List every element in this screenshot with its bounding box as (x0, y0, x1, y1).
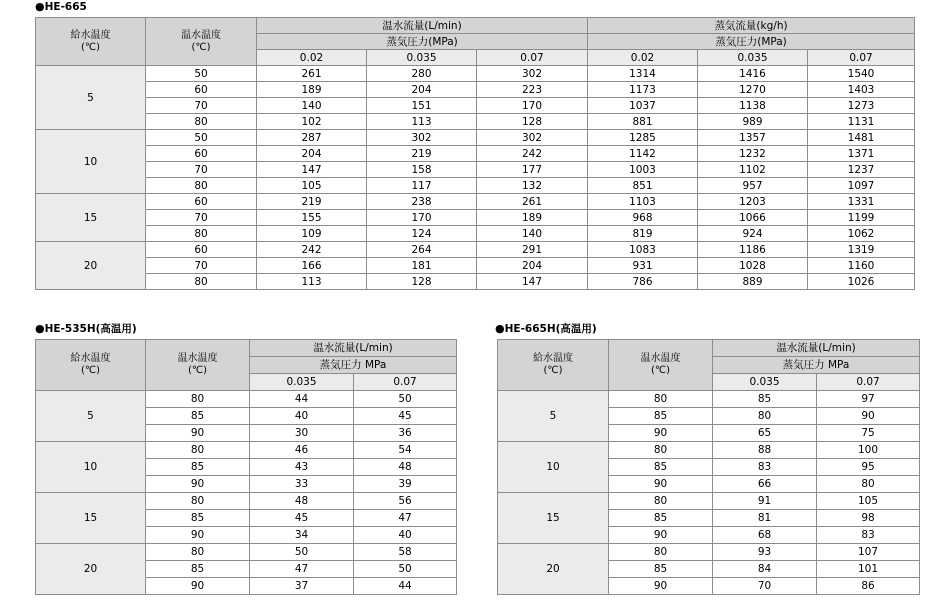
he535h-title-text: HE-535H(高温用) (44, 323, 137, 335)
flow-cell: 242 (257, 242, 367, 258)
he665-pressure-cell: 0.02 (257, 50, 367, 66)
steam-cell: 1357 (698, 130, 808, 146)
feed-temp-cell: 5 (36, 391, 146, 442)
flow-cell: 189 (257, 82, 367, 98)
he535h-pressure-cell: 0.035 (250, 374, 354, 391)
hot-temp-cell: 85 (146, 510, 250, 527)
table-row (36, 98, 915, 114)
flow-cell: 47 (250, 561, 354, 578)
flow-cell: 261 (477, 194, 588, 210)
bullet-icon: ● (35, 322, 45, 335)
he535h-flow-header: 温水流量(L/min) (250, 340, 457, 357)
flow-cell: 219 (257, 194, 367, 210)
hot-temp-cell: 85 (609, 459, 713, 476)
hot-temp-cell: 80 (146, 391, 250, 408)
flow-cell: 113 (367, 114, 477, 130)
steam-cell: 1173 (588, 82, 698, 98)
he665h-pressure-cell: 0.035 (713, 374, 817, 391)
flow-cell: 34 (250, 527, 354, 544)
steam-cell: 1138 (698, 98, 808, 114)
he665h-title-text: HE-665H(高温用) (504, 323, 597, 335)
steam-cell: 924 (698, 226, 808, 242)
hot-temp-cell: 85 (146, 459, 250, 476)
hot-temp-cell: 80 (146, 226, 257, 242)
hot-temp-cell: 90 (609, 476, 713, 493)
steam-cell: 889 (698, 274, 808, 290)
hot-temp-cell: 90 (609, 527, 713, 544)
steam-cell: 1540 (808, 66, 915, 82)
flow-cell: 37 (250, 578, 354, 595)
steam-cell: 1237 (808, 162, 915, 178)
steam-cell: 786 (588, 274, 698, 290)
flow-cell: 33 (250, 476, 354, 493)
feed-temp-cell: 5 (36, 66, 146, 130)
table-row (36, 258, 915, 274)
hot-temp-cell: 85 (609, 510, 713, 527)
steam-cell: 1083 (588, 242, 698, 258)
he665-title-text: HE-665 (44, 1, 87, 13)
hot-temp-cell: 70 (146, 258, 257, 274)
flow-cell: 86 (817, 578, 920, 595)
hot-temp-cell: 70 (146, 98, 257, 114)
steam-cell: 1142 (588, 146, 698, 162)
hot-temp-cell: 90 (609, 578, 713, 595)
flow-cell: 39 (354, 476, 457, 493)
feed-temp-cell: 10 (498, 442, 609, 493)
flow-cell: 261 (257, 66, 367, 82)
flow-cell: 140 (257, 98, 367, 114)
flow-cell: 30 (250, 425, 354, 442)
flow-cell: 83 (817, 527, 920, 544)
flow-cell: 181 (367, 258, 477, 274)
hot-temp-cell: 90 (146, 425, 250, 442)
feed-temp-cell: 20 (36, 544, 146, 595)
flow-cell: 177 (477, 162, 588, 178)
flow-cell: 113 (257, 274, 367, 290)
he665-pressure-cell: 0.02 (588, 50, 698, 66)
flow-cell: 36 (354, 425, 457, 442)
he665h-feed-temp-header: 給水温度 (℃) (498, 340, 609, 391)
flow-cell: 102 (257, 114, 367, 130)
flow-cell: 204 (257, 146, 367, 162)
hot-temp-cell: 85 (609, 408, 713, 425)
feed-temp-cell: 20 (498, 544, 609, 595)
flow-cell: 287 (257, 130, 367, 146)
table-row (36, 162, 915, 178)
flow-cell: 140 (477, 226, 588, 242)
steam-cell: 1481 (808, 130, 915, 146)
flow-cell: 85 (713, 391, 817, 408)
he665h-pressure-header: 蒸気圧力 MPa (713, 357, 920, 374)
hot-temp-cell: 90 (146, 578, 250, 595)
hot-temp-cell: 90 (146, 476, 250, 493)
he665-pressure-cell: 0.035 (698, 50, 808, 66)
he535h-table (35, 339, 457, 595)
flow-cell: 100 (817, 442, 920, 459)
flow-cell: 83 (713, 459, 817, 476)
he665-feed-temp-header: 給水温度 (℃) (36, 18, 146, 66)
he665-flow-pressure-header: 蒸気圧力(MPa) (257, 34, 588, 50)
flow-cell: 46 (250, 442, 354, 459)
table-row (36, 442, 457, 459)
he665-steam-header: 蒸気流量(kg/h) (588, 18, 915, 34)
flow-cell: 45 (354, 408, 457, 425)
steam-cell: 1331 (808, 194, 915, 210)
flow-cell: 147 (477, 274, 588, 290)
flow-cell: 48 (354, 459, 457, 476)
he665-pressure-cell: 0.07 (477, 50, 588, 66)
steam-cell: 1199 (808, 210, 915, 226)
flow-cell: 189 (477, 210, 588, 226)
steam-cell: 1097 (808, 178, 915, 194)
bullet-icon: ● (495, 322, 505, 335)
steam-cell: 957 (698, 178, 808, 194)
steam-cell: 1416 (698, 66, 808, 82)
steam-cell: 1102 (698, 162, 808, 178)
flow-cell: 43 (250, 459, 354, 476)
flow-cell: 105 (817, 493, 920, 510)
flow-cell: 70 (713, 578, 817, 595)
table-row (36, 544, 457, 561)
table-row (36, 82, 915, 98)
flow-cell: 223 (477, 82, 588, 98)
steam-cell: 1066 (698, 210, 808, 226)
flow-cell: 48 (250, 493, 354, 510)
flow-cell: 95 (817, 459, 920, 476)
hot-temp-cell: 60 (146, 146, 257, 162)
flow-cell: 204 (477, 258, 588, 274)
flow-cell: 132 (477, 178, 588, 194)
flow-cell: 44 (354, 578, 457, 595)
hot-temp-cell: 80 (609, 442, 713, 459)
steam-cell: 1403 (808, 82, 915, 98)
he665-steam-pressure-header: 蒸気圧力(MPa) (588, 34, 915, 50)
flow-cell: 238 (367, 194, 477, 210)
flow-cell: 302 (477, 66, 588, 82)
flow-cell: 40 (250, 408, 354, 425)
hot-temp-cell: 70 (146, 210, 257, 226)
he665-hot-temp-header: 温水温度 (℃) (146, 18, 257, 66)
flow-cell: 128 (477, 114, 588, 130)
steam-cell: 1371 (808, 146, 915, 162)
he535h-pressure-cell: 0.07 (354, 374, 457, 391)
flow-cell: 242 (477, 146, 588, 162)
steam-cell: 851 (588, 178, 698, 194)
hot-temp-cell: 80 (609, 493, 713, 510)
steam-cell: 881 (588, 114, 698, 130)
hot-temp-cell: 90 (609, 425, 713, 442)
hot-temp-cell: 80 (146, 544, 250, 561)
feed-temp-cell: 15 (36, 194, 146, 242)
flow-cell: 280 (367, 66, 477, 82)
hot-temp-cell: 80 (146, 493, 250, 510)
flow-cell: 166 (257, 258, 367, 274)
steam-cell: 931 (588, 258, 698, 274)
he665h-table (497, 339, 920, 595)
he535h-pressure-header: 蒸気圧力 MPa (250, 357, 457, 374)
he665-table (35, 17, 915, 290)
he535h-feed-temp-header: 給水温度 (℃) (36, 340, 146, 391)
steam-cell: 1273 (808, 98, 915, 114)
steam-cell: 1285 (588, 130, 698, 146)
feed-temp-cell: 20 (36, 242, 146, 290)
steam-cell: 819 (588, 226, 698, 242)
flow-cell: 128 (367, 274, 477, 290)
flow-cell: 50 (354, 391, 457, 408)
feed-temp-cell: 10 (36, 442, 146, 493)
hot-temp-cell: 50 (146, 66, 257, 82)
table-row (36, 210, 915, 226)
he665-flow-header: 温水流量(L/min) (257, 18, 588, 34)
he535h-title (35, 323, 137, 335)
steam-cell: 1028 (698, 258, 808, 274)
table-row (498, 493, 920, 510)
flow-cell: 204 (367, 82, 477, 98)
flow-cell: 45 (250, 510, 354, 527)
flow-cell: 66 (713, 476, 817, 493)
flow-cell: 101 (817, 561, 920, 578)
steam-cell: 1314 (588, 66, 698, 82)
he665-title (35, 1, 87, 13)
flow-cell: 84 (713, 561, 817, 578)
flow-cell: 124 (367, 226, 477, 242)
table-row (36, 493, 457, 510)
table-row (36, 130, 915, 146)
feed-temp-cell: 15 (498, 493, 609, 544)
steam-cell: 1062 (808, 226, 915, 242)
he535h-hot-temp-header: 温水温度 (℃) (146, 340, 250, 391)
flow-cell: 151 (367, 98, 477, 114)
flow-cell: 91 (713, 493, 817, 510)
steam-cell: 1203 (698, 194, 808, 210)
hot-temp-cell: 70 (146, 162, 257, 178)
flow-cell: 97 (817, 391, 920, 408)
flow-cell: 98 (817, 510, 920, 527)
table-row (498, 442, 920, 459)
bullet-icon: ● (35, 0, 45, 13)
hot-temp-cell: 80 (146, 274, 257, 290)
steam-cell: 1270 (698, 82, 808, 98)
table-row (498, 391, 920, 408)
flow-cell: 147 (257, 162, 367, 178)
hot-temp-cell: 80 (146, 442, 250, 459)
table-row (36, 274, 915, 290)
flow-cell: 170 (477, 98, 588, 114)
flow-cell: 58 (354, 544, 457, 561)
flow-cell: 170 (367, 210, 477, 226)
he665h-hot-temp-header: 温水温度 (℃) (609, 340, 713, 391)
steam-cell: 1026 (808, 274, 915, 290)
flow-cell: 56 (354, 493, 457, 510)
steam-cell: 1232 (698, 146, 808, 162)
flow-cell: 109 (257, 226, 367, 242)
steam-cell: 1160 (808, 258, 915, 274)
he665-pressure-cell: 0.035 (367, 50, 477, 66)
table-row (36, 66, 915, 82)
flow-cell: 264 (367, 242, 477, 258)
flow-cell: 107 (817, 544, 920, 561)
hot-temp-cell: 50 (146, 130, 257, 146)
steam-cell: 1037 (588, 98, 698, 114)
steam-cell: 1003 (588, 162, 698, 178)
hot-temp-cell: 80 (146, 178, 257, 194)
flow-cell: 117 (367, 178, 477, 194)
flow-cell: 105 (257, 178, 367, 194)
flow-cell: 50 (250, 544, 354, 561)
hot-temp-cell: 85 (146, 408, 250, 425)
table-row (36, 226, 915, 242)
hot-temp-cell: 60 (146, 194, 257, 210)
steam-cell: 1319 (808, 242, 915, 258)
table-row (36, 391, 457, 408)
he665h-flow-header: 温水流量(L/min) (713, 340, 920, 357)
table-row (36, 178, 915, 194)
flow-cell: 88 (713, 442, 817, 459)
flow-cell: 40 (354, 527, 457, 544)
flow-cell: 93 (713, 544, 817, 561)
steam-cell: 989 (698, 114, 808, 130)
feed-temp-cell: 15 (36, 493, 146, 544)
flow-cell: 65 (713, 425, 817, 442)
hot-temp-cell: 60 (146, 242, 257, 258)
flow-cell: 75 (817, 425, 920, 442)
flow-cell: 80 (817, 476, 920, 493)
hot-temp-cell: 80 (609, 544, 713, 561)
flow-cell: 54 (354, 442, 457, 459)
flow-cell: 80 (713, 408, 817, 425)
hot-temp-cell: 80 (146, 114, 257, 130)
table-row (36, 146, 915, 162)
flow-cell: 302 (477, 130, 588, 146)
hot-temp-cell: 85 (609, 561, 713, 578)
flow-cell: 81 (713, 510, 817, 527)
flow-cell: 44 (250, 391, 354, 408)
table-row (36, 242, 915, 258)
flow-cell: 302 (367, 130, 477, 146)
feed-temp-cell: 5 (498, 391, 609, 442)
he665h-pressure-cell: 0.07 (817, 374, 920, 391)
flow-cell: 50 (354, 561, 457, 578)
flow-cell: 219 (367, 146, 477, 162)
table-row (498, 544, 920, 561)
hot-temp-cell: 80 (609, 391, 713, 408)
flow-cell: 47 (354, 510, 457, 527)
flow-cell: 68 (713, 527, 817, 544)
hot-temp-cell: 90 (146, 527, 250, 544)
flow-cell: 158 (367, 162, 477, 178)
steam-cell: 1186 (698, 242, 808, 258)
he665h-title (495, 323, 597, 335)
hot-temp-cell: 60 (146, 82, 257, 98)
table-row (36, 194, 915, 210)
steam-cell: 1103 (588, 194, 698, 210)
flow-cell: 155 (257, 210, 367, 226)
table-row (36, 114, 915, 130)
flow-cell: 291 (477, 242, 588, 258)
flow-cell: 90 (817, 408, 920, 425)
steam-cell: 1131 (808, 114, 915, 130)
feed-temp-cell: 10 (36, 130, 146, 194)
he665-pressure-cell: 0.07 (808, 50, 915, 66)
steam-cell: 968 (588, 210, 698, 226)
hot-temp-cell: 85 (146, 561, 250, 578)
